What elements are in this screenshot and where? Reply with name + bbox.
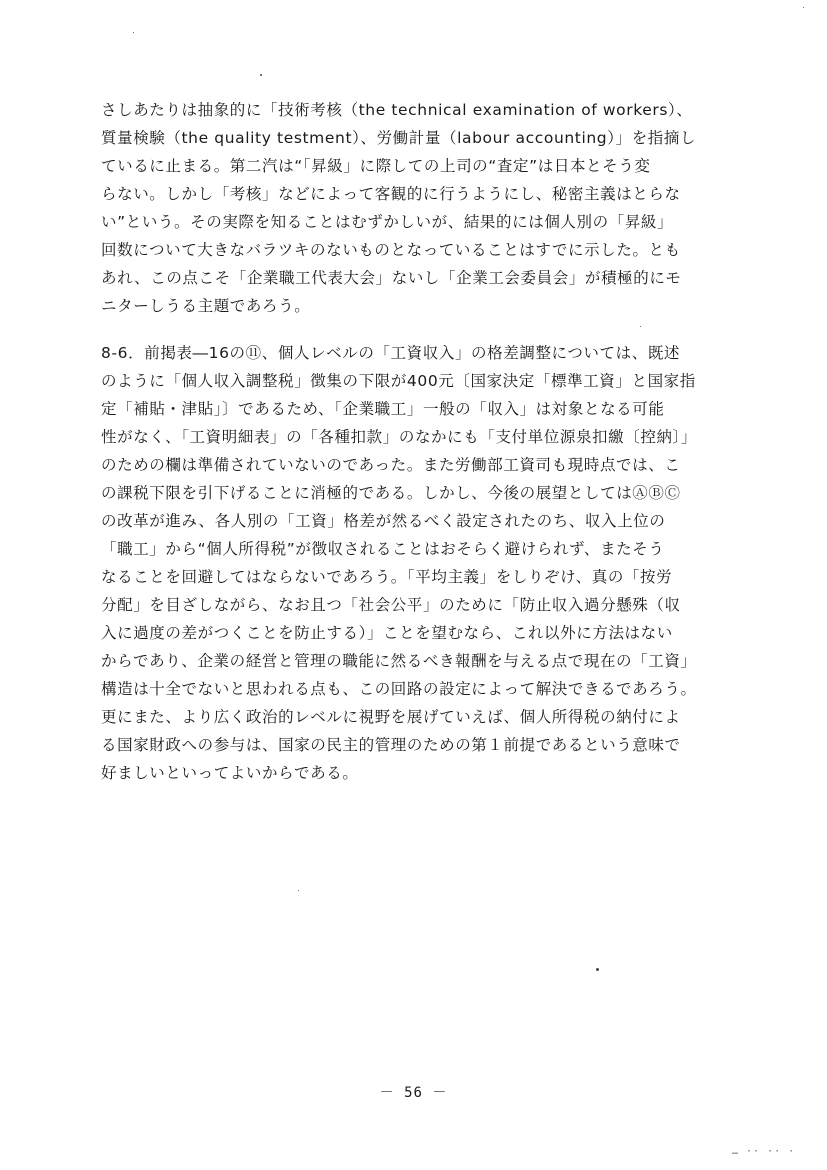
- scan-edge-marks: … ·· ·· ·: [732, 1146, 796, 1157]
- scan-speck: [260, 74, 262, 76]
- scan-speck: [803, 7, 804, 8]
- paragraph-2-line-4: 性がなく、「工資明細表」の「各種扣款」のなかにも「支付単位源泉扣繳〔控納〕」: [101, 428, 697, 446]
- page-number: － 56 －: [379, 1085, 448, 1101]
- paragraph-1-line-6: 回数について大きなバラツキのないものとなっていることはすでに示した。とも: [101, 241, 681, 259]
- paragraph-2-line-12: からであり、企業の経営と管理の職能に然るべき報酬を与える点で現在の「工資」: [101, 652, 697, 670]
- paragraph-1-line-2: 質量検験（the quality testment）、労働計量（labour accounting）」を指摘し: [101, 129, 697, 147]
- paragraph-2-line-16: 好ましいといってよいからである。: [101, 764, 359, 782]
- paragraph-1-line-3: ているに止まる。第二汽は“「昇級」に際しての上司の“査定”は日本とそう変: [101, 157, 651, 175]
- paragraph-2-line-13: 構造は十全でないと思われる点も、この回路の設定によって解決できるであろう。: [101, 680, 697, 698]
- paragraph-1-line-7: あれ、この点こそ「企業職工代表大会」ないし「企業工会委員会」が積極的にモ: [101, 269, 682, 287]
- scan-speck: [298, 890, 299, 891]
- paragraph-2-line-14: 更にまた、より広く政治的レベルに視野を展げていえば、個人所得税の納付によ: [101, 708, 681, 726]
- paragraph-1-line-4: らない。しかし「考核」などによって客観的に行うようにし、秘密主義はとらな: [101, 185, 681, 203]
- paragraph-2-line-6: の課税下限を引下げることに消極的である。しかし、今後の展望としてはⒶⒷⒸ: [101, 484, 681, 502]
- paragraph-2-line-7: の改革が進み、各人別の「工資」格差が然るべく設定されたのち、収入上位の: [101, 512, 666, 530]
- paragraph-2-line-15: る国家財政への参与は、国家の民主的管理のための第１前提であるという意味で: [101, 736, 681, 754]
- paragraph-2-line-5: のための欄は準備されていないのであった。また労働部工資司も現時点では、こ: [101, 456, 681, 474]
- paragraph-2-line-9: なることを回避してはならないであろう。「平均主義」をしりぞけ、真の「按労: [101, 568, 673, 586]
- scan-speck: [133, 32, 134, 33]
- scan-speck: [640, 326, 641, 327]
- paragraph-2-line-1: 8-6．前掲表―16の⑪、個人レベルの「工資収入」の格差調整については、既述: [101, 344, 681, 362]
- paragraph-1-line-8: ニターしうる主題であろう。: [101, 297, 311, 315]
- paragraph-1-line-5: い”という。その実際を知ることはむずかしいが、結果的には個人別の「昇級」: [101, 213, 674, 231]
- scan-speck: [596, 968, 599, 971]
- paragraph-1-line-1: さしあたりは抽象的に「技術考核（the technical examination of workers）、: [101, 101, 693, 119]
- paragraph-2-line-2: のように「個人収入調整税」徴集の下限が400元〔国家決定「標準工資」と国家指: [101, 372, 696, 390]
- paragraph-2-line-8: 「職工」から“個人所得税”が徴収されることはおそらく避けられず、またそう: [101, 540, 665, 558]
- paragraph-2-line-10: 分配」を目ざしながら、なお且つ「社会公平」のために「防止収入過分懸殊（収: [101, 596, 681, 614]
- paragraph-2-line-11: 入に過度の差がつくことを防止する）」ことを望むなら、これ以外に方法はない: [101, 624, 673, 642]
- paragraph-2-line-3: 定「補貼・津貼」〕であるため、「企業職工」一般の「収入」は対象となる可能: [101, 400, 665, 418]
